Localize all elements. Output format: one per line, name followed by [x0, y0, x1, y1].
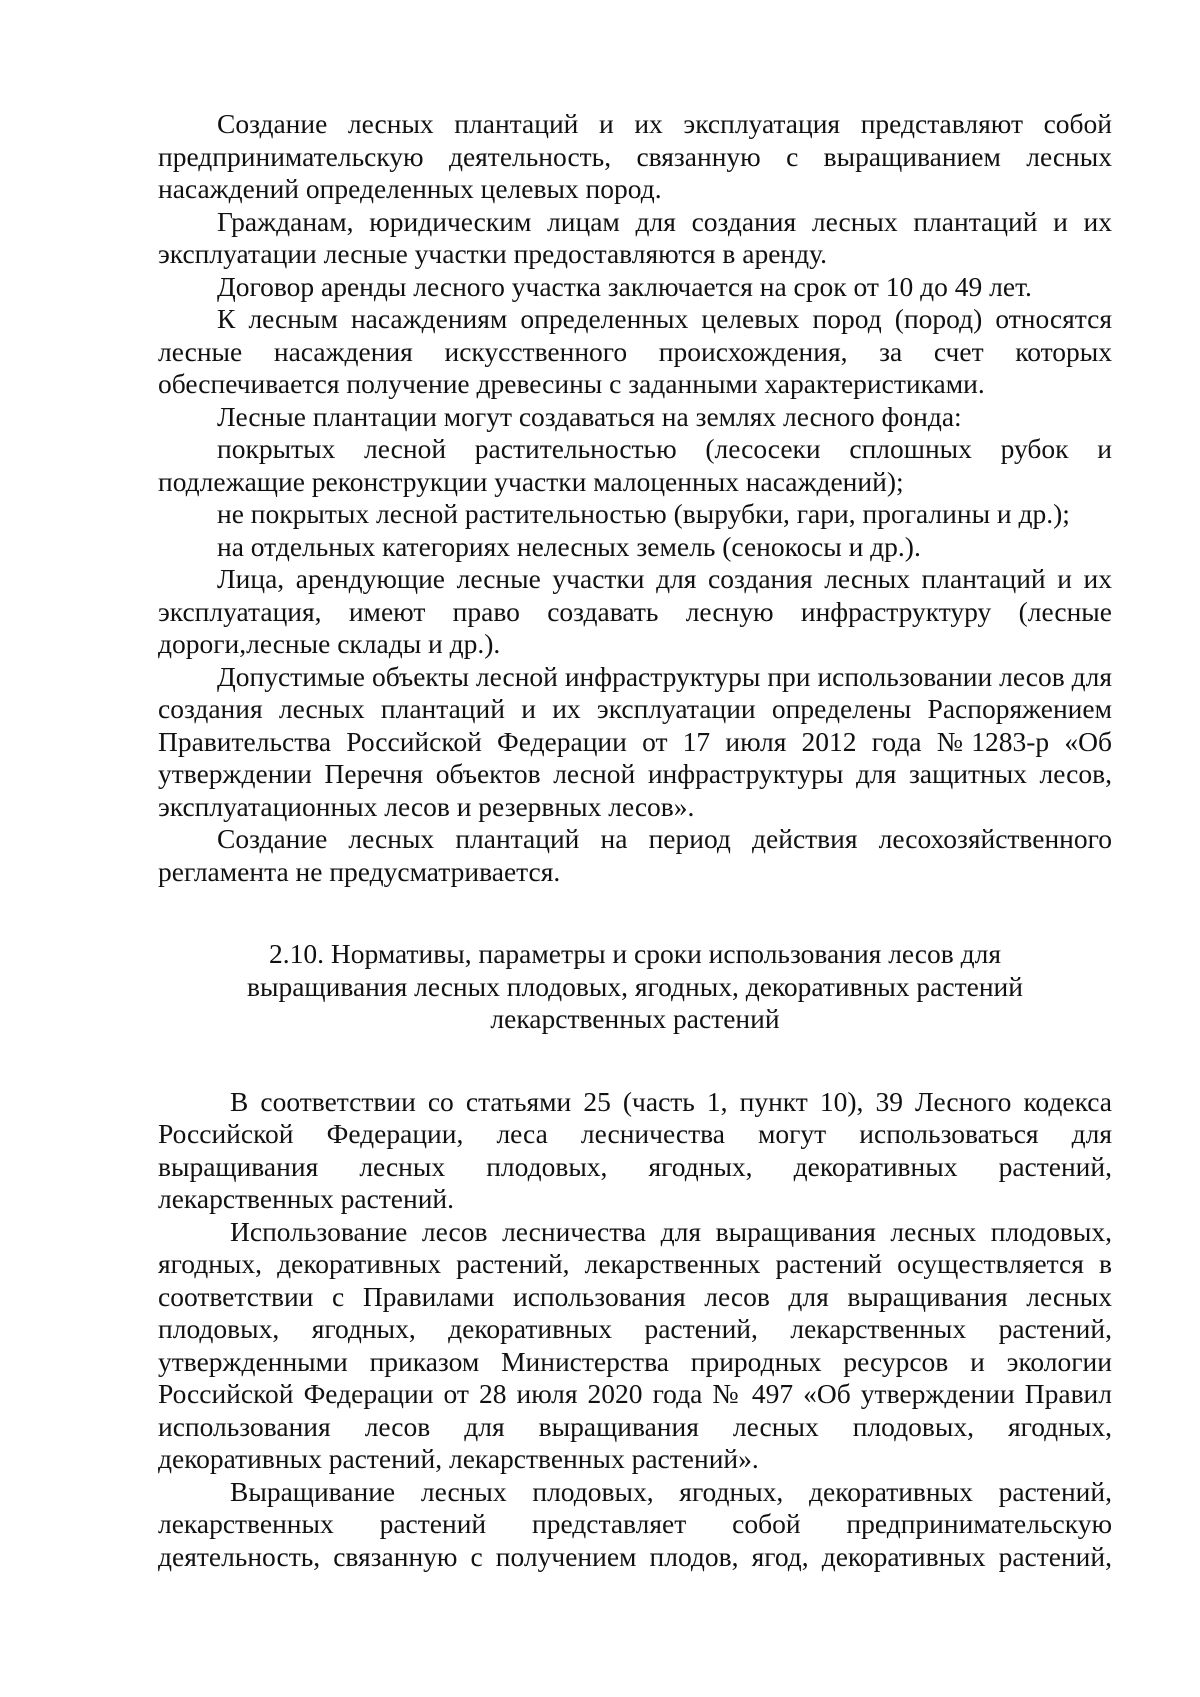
section-heading: 2.10. Нормативы, параметры и сроки использования лесов для выращивания лесных плодовых, ягодных, декоративных растений лекарственных растений — [247, 938, 1023, 1034]
paragraph: К лесным насаждениям определенных целевых пород (пород) относятся лесные насаждения искусственного происхождения, за счет которых обеспечивается получение древесины с заданными характеристиками. — [158, 303, 1112, 399]
paragraph: Лица, арендующие лесные участки для создания лесных плантаций и их эксплуатация, имеют право создавать лесную инфраструктуру (лесные дороги,лесные склады и др.). — [158, 563, 1112, 659]
paragraph: не покрытых лесной растительностью (вырубки, гари, прогалины и др.); — [217, 498, 1070, 529]
document-page — [158, 108, 1112, 1573]
paragraph: Лесные плантации могут создаваться на землях лесного фонда: — [217, 400, 962, 432]
paragraph: Допустимые объекты лесной инфраструктуры при использовании лесов для создания лесных плантаций и их эксплуатации определены Распоряжением Правительства Российской Федерации от 17 июля 2012 года №1283-р «Об утверждении Перечня объектов лесной инфраструктуры для защитных лесов, эксплуатационных лесов и резервных лесов». — [158, 660, 1112, 822]
paragraph: на отдельных категориях нелесных земель (сенокосы и др.). — [217, 530, 921, 562]
paragraph: Создание лесных плантаций и их эксплуатация представляют собой предпринимательскую деятельность, связанную с выращиванием лесных насаждений определенных целевых пород. — [158, 108, 1112, 204]
paragraph: покрытых лесной растительностью (лесосеки сплошных рубок и подлежащие реконструкции участки малоценных насаждений); — [158, 433, 1112, 497]
paragraph: Выращивание лесных плодовых, ягодных, декоративных растений, лекарственных растений представляет собой предпринимательскую деятельность, связанную с получением плодов, ягод, декоративных растений, — [158, 1475, 1112, 1572]
paragraph: Создание лесных плантаций на период действия лесохозяйственного регламента не предусматривается. — [158, 823, 1112, 887]
paragraph: Договор аренды лесного участка заключается на срок от 10 до 49 лет. — [217, 270, 1032, 302]
paragraph: Гражданам, юридическим лицам для создания лесных плантаций и их эксплуатации лесные участки предоставляются в аренду. — [158, 205, 1112, 269]
section-forest-plantations — [158, 108, 1112, 888]
paragraph: В соответствии со статьями 25 (часть 1, пункт 10), 39 Лесного кодекса Российской Федерации, леса лесничества могут использоваться для выращивания лесных плодовых, ягодных, декоративных растений, лекарственных растений. — [158, 1085, 1112, 1214]
section-fruit-berry-plants — [158, 1086, 1112, 1574]
paragraph: Использование лесов лесничества для выращивания лесных плодовых, ягодных, декоративных растений, лекарственных растений осуществляется в соответствии с Правилами использования лесов для выращивания лесных плодовых, ягодных, декоративных растений, лекарственных растений, утвержденными приказом Министерства природных ресурсов и экологии Российской Федерации от 28 июля 2020 года № 497 «Об утверждении Правил использования лесов для выращивания лесных плодовых, ягодных, декоративных растений, лекарственных растений». — [158, 1215, 1112, 1474]
